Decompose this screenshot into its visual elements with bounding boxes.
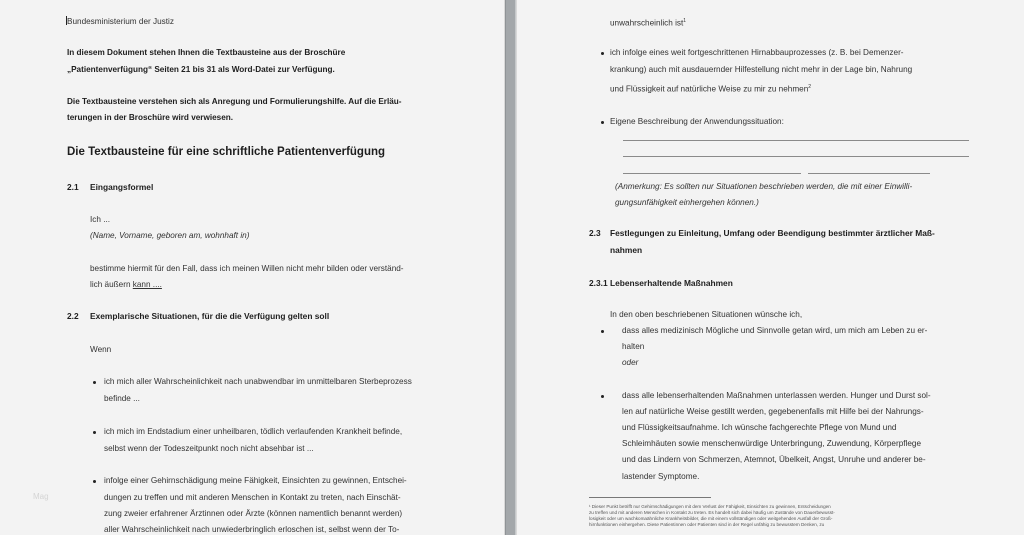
note-line-1: (Anmerkung: Es sollten nur Situationen beschrieben werden, die mit einer Einwilli-	[615, 182, 913, 191]
section-2-3-1-heading: 2.3.1 Lebenserhaltende Maßnahmen	[589, 278, 733, 288]
bullet-icon	[93, 480, 96, 483]
document-title: Die Textbausteine für eine schriftliche Patientenverfügung	[67, 146, 386, 158]
bullet-2-line-1: ich mich im Endstadium einer unheilbaren, tödlich verlaufenden Krankheit befinde,	[104, 427, 403, 436]
dementia-bullet-line-3: und Flüssigkeit auf natürliche Weise zu mir zu nehmen$^2$	[610, 84, 812, 94]
document-page-right[interactable]	[516, 0, 1024, 535]
name-placeholder-line: (Name, Vorname, geboren am, wohnhaft in)	[90, 231, 250, 240]
life-support-bullet-2-line-1: dass alle lebenserhaltenden Maßnahmen unterlassen werden. Hunger und Durst sol-	[622, 391, 931, 400]
note-line-2: gungsunfähigkeit einhergehen können.)	[615, 198, 759, 207]
margin-note: Mag	[33, 492, 49, 501]
life-support-bullet-2-line-4: Schleimhäuten sowie menschenwürdige Unterbringung, Zuwendung, Körperpflege	[622, 439, 922, 448]
page-gutter-divider	[505, 0, 516, 535]
life-support-bullet-2-line-3: und Flüssigkeitsaufnahme. Ich wünsche fachgerechte Pflege von Mund und	[622, 423, 897, 432]
footnote-ref-1[interactable]: 1	[683, 18, 687, 24]
bullet-icon	[601, 395, 604, 398]
section-2-1-number: 2.1	[67, 182, 79, 192]
bullet-icon	[601, 121, 604, 124]
section-2-3-heading-line-2: nahmen	[610, 245, 643, 255]
bullet-icon	[93, 381, 96, 384]
footnote-line-2: zu treffen und mit anderen Menschen in Kontakt zu treten. Es handelt sich dabei häufig um Zustände von Dauerbewusst-	[589, 510, 835, 515]
footnote-ref-2[interactable]: 2	[808, 84, 812, 90]
kann-link[interactable]: kann ....	[132, 280, 162, 289]
ich-line: Ich ...	[90, 215, 111, 224]
bullet-3-line-3: zung zweier erfahrener Ärztinnen oder Ärzte (können namentlich benannt werden)	[104, 509, 403, 518]
document-page-left[interactable]	[0, 0, 505, 535]
section-2-3-heading-line-1: Festlegungen zu Einleitung, Umfang oder Beendigung bestimmter ärztlicher Maß-	[610, 228, 935, 238]
section-2-2-heading: Exemplarische Situationen, für die die Verfügung gelten soll	[90, 311, 330, 321]
life-support-bullet-2-line-5: und das Lindern von Schmerzen, Atemnot, Übelkeit, Angst, Unruhe und anderer be-	[622, 455, 926, 464]
dementia-bullet-line-2: krankung) auch mit ausdauernder Hilfestellung nicht mehr in der Lage bin, Nahrung	[610, 65, 913, 74]
section-2-3-number: 2.3	[589, 228, 601, 238]
life-support-bullet-1-line-2: halten	[622, 342, 645, 351]
bullet-3-line-2: dungen zu treffen und mit anderen Menschen in Kontakt zu treten, nach Einschät-	[104, 493, 401, 502]
footnote-separator	[589, 497, 711, 498]
life-support-bullet-2-line-6: lastender Symptome.	[622, 472, 700, 481]
intro2-line-1: Die Textbausteine verstehen sich als Anregung und Formulierungshilfe. Auf die Erläu-	[67, 97, 402, 106]
footnote-line-1: ¹ Dieser Punkt betrifft nur Gehirnschädigungen mit dem Verlust der Fähigkeit, Einsichten zu gewinnen, Entscheidungen	[589, 504, 831, 509]
document-header: Bundesministerium der Justiz	[67, 17, 174, 26]
intro2-line-2: terungen in der Broschüre wird verwiesen.	[67, 113, 234, 122]
footnote-line-4: hirnfunktionen einhergehen. Diese Patientinnen oder Patienten sind in der Regel unfähig zu bewusstem Denken, zu	[589, 522, 825, 527]
intro-line-1: In diesem Dokument stehen Ihnen die Textbausteine aus der Broschüre	[67, 48, 346, 57]
section-2-2-number: 2.2	[67, 311, 79, 321]
own-description-bullet: Eigene Beschreibung der Anwendungssituation:	[610, 117, 784, 126]
or-label: oder	[622, 358, 639, 367]
bullet-1-line-2: befinde ...	[104, 394, 140, 403]
blank-write-line-2[interactable]	[623, 156, 969, 157]
bullet-icon	[601, 52, 604, 55]
life-support-bullet-2-line-2: len auf natürliche Weise gestillt werden, gegebenenfalls mit Hilfe bei der Nahrungs-	[622, 407, 924, 416]
intro-line-2: „Patientenverfügung“ Seiten 21 bis 31 als Word-Datei zur Verfügung.	[67, 65, 335, 74]
bullet-3-line-1: infolge einer Gehirnschädigung meine Fähigkeit, Einsichten zu gewinnen, Entschei-	[104, 476, 407, 485]
life-support-bullet-1-line-1: dass alles medizinisch Mögliche und Sinnvolle getan wird, um mich am Leben zu er-	[622, 326, 928, 335]
dementia-bullet-line-1: ich infolge eines weit fortgeschrittenen Hirnabbauprozesses (z. B. bei Demenzer-	[610, 48, 904, 57]
bullet-icon	[93, 431, 96, 434]
continuation-line: unwahrscheinlich ist$^1$	[610, 18, 687, 28]
blank-write-line-1[interactable]	[623, 140, 969, 141]
bullet-3-line-4: aller Wahrscheinlichkeit nach unwiederbringlich erloschen ist, selbst wenn der To-	[104, 525, 400, 534]
bullet-1-line-1: ich mich aller Wahrscheinlichkeit nach unabwendbar im unmittelbaren Sterbeprozess	[104, 377, 412, 386]
footnote-line-3: losigkeit oder um wachkomaähnliche Krankheitsbilder, die mit einem vollständigen oder weitgehenden Ausfall der Groß-	[589, 516, 833, 521]
situations-lead: In den oben beschriebenen Situationen wünsche ich,	[610, 310, 803, 319]
blank-write-line-3b[interactable]	[808, 173, 930, 174]
section-2-1-heading: Eingangsformel	[90, 182, 154, 192]
bullet-icon	[601, 330, 604, 333]
wenn-lead: Wenn	[90, 345, 112, 354]
bullet-2-line-2: selbst wenn der Todeszeitpunkt noch nicht absehbar ist ...	[104, 444, 314, 453]
declaration-line-1: bestimme hiermit für den Fall, dass ich meinen Willen nicht mehr bilden oder verständ-	[90, 264, 404, 273]
blank-write-line-3a[interactable]	[623, 173, 801, 174]
declaration-line-2: lich äußern kann ....	[90, 280, 162, 289]
